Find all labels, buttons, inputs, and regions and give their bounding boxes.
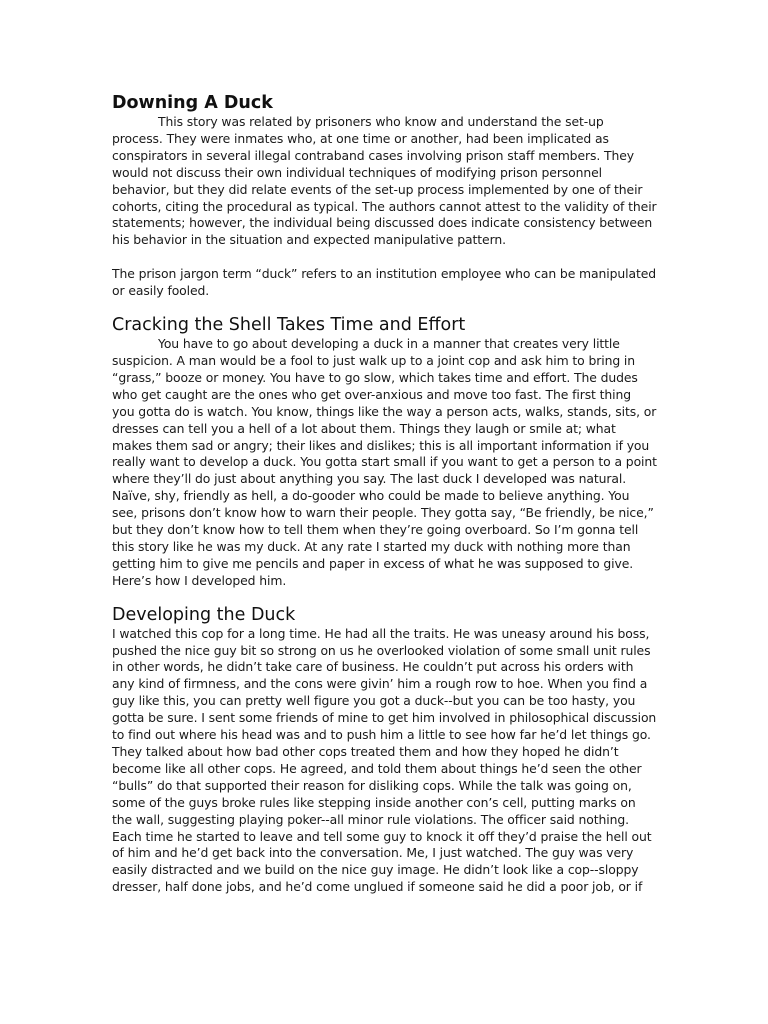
section-heading-cracking-the-shell: Cracking the Shell Takes Time and Effort: [112, 315, 466, 336]
intro-paragraph: This story was related by prisoners who know and understand the set-up process. They were inmates who, at one time or another, had been implicated as conspirators in several illegal contraband cases involving prison staff members. They would not discuss their own individual techniques of modifying prison personnel behavior, but they did relate events of the set-up process implemented by one of their cohorts, citing the procedural as typical. The authors cannot attest to the validity of their statements; however, the individual being discussed does indicate consistency between his behavior in the situation and expected manipulative pattern.: [112, 114, 657, 248]
section-heading-downing-a-duck: Downing A Duck: [112, 93, 273, 113]
developing-duck-paragraph: I watched this cop for a long time. He had all the traits. He was uneasy around his boss, pushed the nice guy bit so strong on us he overlooked violation of some small unit rules in other words, he didn’t take care of business. He couldn’t put across his orders with any kind of firmness, and the cons were givin’ him a rough row to hoe. When you find a guy like this, you can pretty well figure you got a duck--but you can be too hasty, you gotta be sure. I sent some friends of mine to get him involved in philosophical discussion to find out where his head was and to push him a little to see how far he’d let things go. They talked about how bad other cops treated them and how they hoped he didn’t become like all other cops. He agreed, and told them about things he’d seen the other “bulls” do that supported their reason for disliking cops. While the talk was going on, some of the guys broke rules like stepping inside another con’s cell, putting marks on the wall, suggesting playing poker--all minor rule violations. The officer said nothing. Each time he started to leave and tell some guy to knock it off they’d praise the hell out of him and he’d get back into the conversation. Me, I just watched. The guy was very easily distracted and we build on the nice guy image. He didn’t look like a cop--sloppy dresser, half done jobs, and he’d come unglued if someone said he did a poor job, or if: [112, 625, 657, 895]
document-page: [112, 92, 657, 896]
cracking-shell-paragraph: You have to go about developing a duck in a manner that creates very little suspicion. A man would be a fool to just walk up to a joint cop and ask him to bring in “grass,” booze or money. You have to go slow, which takes time and effort. The dudes who get caught are the ones who get over-anxious and move too fast. The first thing you gotta do is watch. You know, things like the way a person acts, walks, stands, sits, or dresses can tell you a hell of a lot about them. Things they laugh or smile at; what makes them sad or angry; their likes and dislikes; this is all important information if you really want to develop a duck. You gotta start small if you want to get a person to a point where they’ll do just about anything you say. The last duck I developed was natural. Naïve, shy, friendly as hell, a do-gooder who could be made to believe anything. You see, prisons don’t know how to warn their people. They gotta say, “Be friendly, be nice,” but they don’t know how to tell them when they’re going overboard. So I’m gonna tell this story like he was my duck. At any rate I started my duck with nothing more than getting him to give me pencils and paper in excess of what he was supposed to give. Here’s how I developed him.: [112, 336, 657, 588]
section-heading-developing-the-duck: Developing the Duck: [112, 604, 296, 625]
duck-definition-paragraph: The prison jargon term “duck” refers to an institution employee who can be manipulated or easily fooled.: [112, 266, 657, 299]
